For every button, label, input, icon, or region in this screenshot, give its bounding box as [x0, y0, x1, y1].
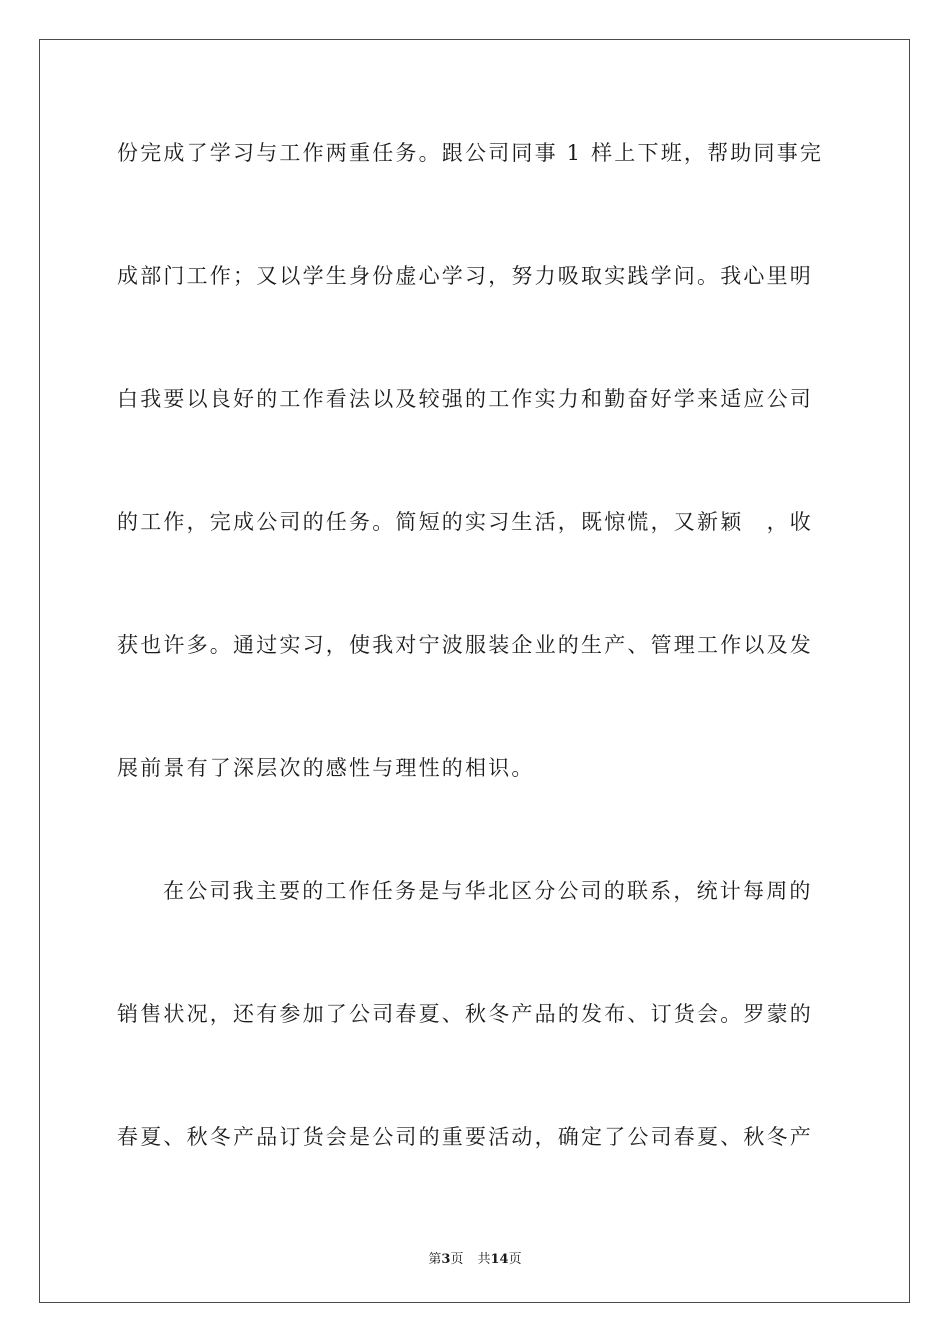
text-line: 份完成了学习与工作两重任务。跟公司同事 1 样上下班，帮助同事完 [117, 141, 824, 165]
total-suffix: 页 [508, 1252, 522, 1267]
text-line: 春夏、秋冬产品订货会是公司的重要活动，确定了公司春夏、秋冬产 [117, 1125, 813, 1149]
text-line: 销售状况，还有参加了公司春夏、秋冬产品的发布、订货会。罗蒙的 [117, 1002, 813, 1026]
text-line: 获也许多。通过实习，使我对宁波服装企业的生产、管理工作以及发 [117, 633, 813, 657]
page-number: 3 [441, 1252, 451, 1267]
text-line: 展前景有了深层次的感性与理性的相识。 [117, 756, 535, 780]
total-pages: 14 [490, 1252, 509, 1267]
total-prefix: 共 [477, 1252, 491, 1267]
page-footer [0, 1248, 950, 1267]
page-suffix: 页 [450, 1252, 464, 1267]
page-prefix: 第 [428, 1252, 442, 1267]
text-line: 成部门工作；又以学生身份虚心学习，努力吸取实践学问。我心里明 [117, 264, 813, 288]
document-body [117, 125, 835, 1232]
paragraph-start-line: 在公司我主要的工作任务是与华北区分公司的联系，统计每周的 [163, 879, 813, 903]
text-line: 的工作，完成公司的任务。简短的实习生活，既惊慌，又新颖 ，收 [117, 510, 813, 534]
text-line: 白我要以良好的工作看法以及较强的工作实力和勤奋好学来适应公司 [117, 387, 813, 411]
